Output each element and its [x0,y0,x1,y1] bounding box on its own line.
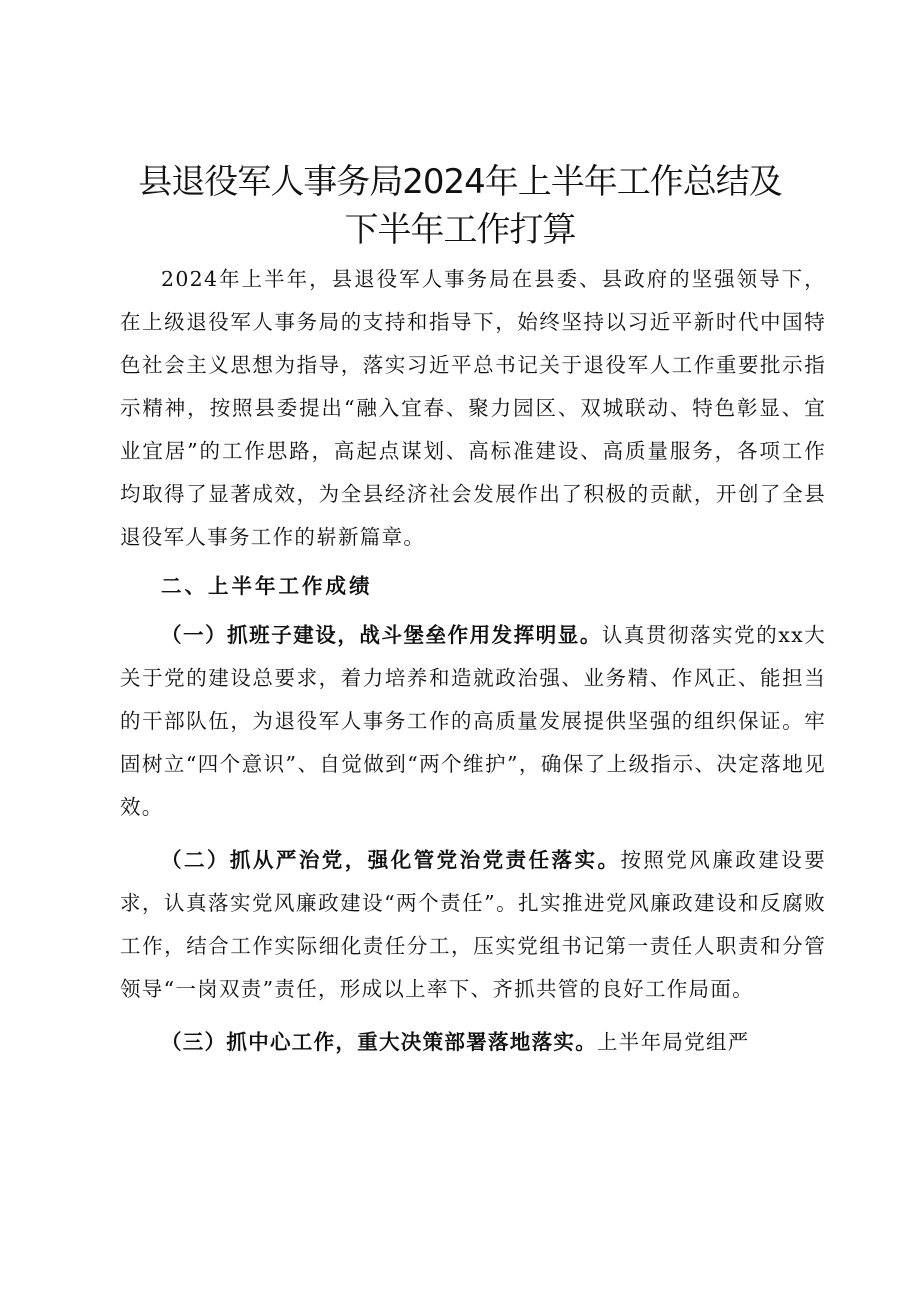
paragraph-lead: （一）抓班子建设，战斗堡垒作用发挥明显。 [161,623,602,647]
paragraph-lead: （二）抓从严治党，强化管党治党责任落实。 [161,848,621,872]
paragraph-text: 上半年局党组严 [597,1030,750,1054]
intro-paragraph: 2024年上半年，县退役军人事务局在县委、县政府的坚强领导下，在上级退役军人事务局的支持和指导下，始终坚持以习近平新时代中国特色社会主义思想为指导，落实习近平总书记关于退役军人工作重要批示指示精神，按照县委提出“融入宜春、聚力园区、双城联动、特色彰显、宜业宜居”的工作思路，高起点谋划、高标准建设、高质量服务，各项工作均取得了显著成效，为全县经济社会发展作出了积极的贡献，开创了全县退役军人事务工作的崭新篇章。 [120,267,826,549]
paragraph-text: 按照党风廉政建设要求，认真落实党风廉政建设“两个责任”。扎实推进党风廉政建设和反腐败工作，结合工作实际细化责任分工，压实党组书记第一责任人职责和分管领导“一岗双责”责任，形成以上率下、齐抓共管的良好工作局面。 [120,848,827,1001]
document-title [100,158,820,254]
achievement-paragraph-3 [120,1021,826,1064]
title-line-2: 下半年工作打算 [344,210,576,250]
paragraph-lead: （三）抓中心工作，重大决策部署落地落实。 [161,1030,597,1054]
document-body [120,258,826,1064]
section-heading: 二、上半年工作成绩 [161,574,373,598]
achievement-paragraph-1 [120,614,826,829]
paragraph-text: 认真贯彻落实党的xx大关于党的建设总要求，着力培养和造就政治强、业务精、作风正、能担当的干部队伍，为退役军人事务工作的高质量发展提供坚强的组织保证。牢固树立“四个意识”、自觉做到“两个维护”，确保了上级指示、决定落地见效。 [120,623,827,819]
title-line-1: 县退役军人事务局2024年上半年工作总结及 [138,162,782,202]
achievement-paragraph-2 [120,839,826,1011]
